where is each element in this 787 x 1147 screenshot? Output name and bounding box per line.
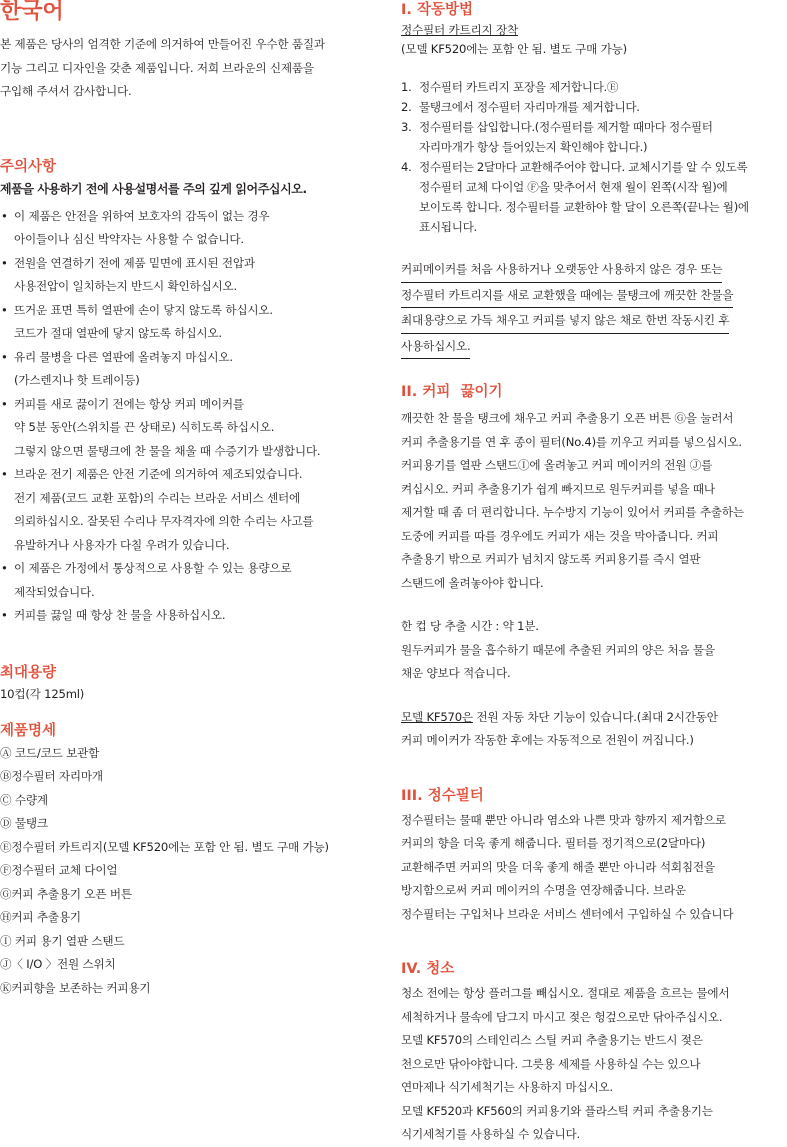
step-line: 자리마개가 항상 들어있는지 확인해야 합니다.) xyxy=(419,140,648,154)
list-item-line: 제작되었습니다. xyxy=(14,584,95,599)
water-filter-paragraph xyxy=(401,809,787,927)
paragraph-line: 깨끗한 찬 물을 탱크에 채우고 커피 추출용기 오픈 버튼 Ⓖ을 눌러서 xyxy=(401,411,734,425)
paragraph-line: 교환해주면 커피의 맛을 더욱 좋게 해줄 뿐만 아니라 석회침전을 xyxy=(401,859,715,874)
list-item: Ⓒ 수량계 xyxy=(0,792,48,807)
paragraph-line: 추출용기 밖으로 커피가 넘치지 않도록 커피용기를 즉시 열판 xyxy=(401,552,701,566)
list-item: Ⓔ정수필터 카트리지(모델 KF520에는 포함 안 됨. 별도 구매 가능) xyxy=(0,839,329,854)
intro-paragraph xyxy=(0,33,372,104)
paragraph-line: 도중에 커피를 따를 경우에도 커피가 새는 것을 막아줍니다. 커피 xyxy=(401,528,719,543)
cleaning-paragraph xyxy=(401,982,787,1147)
first-use-note xyxy=(401,257,787,359)
step-number: 2. xyxy=(401,100,412,114)
list-item: Ⓚ커피향을 보존하는 커피용기 xyxy=(0,980,151,995)
paragraph-line: 모델 KF570의 스테인리스 스틸 커피 추출용기는 반드시 젖은 xyxy=(401,1033,703,1047)
paragraph-line: 연마제나 식기세척기는 사용하지 마십시오. xyxy=(401,1080,613,1094)
list-item-line: • 커피를 새로 끓이기 전에는 항상 커피 메이커를 xyxy=(14,396,244,411)
list-item xyxy=(0,346,372,393)
water-filter-section xyxy=(401,785,787,927)
list-item-line: 의뢰하십시오. 잘못된 수리나 무자격자에 의한 수리는 사고를 xyxy=(14,514,314,528)
spec-section xyxy=(0,720,372,1001)
filter-install-subtitle: 정수필터 카트리지 장착 xyxy=(401,23,518,37)
step-line: 정수필터는 2달마다 교환해주어야 합니다. 교체시기를 알 수 있도록 xyxy=(419,160,748,174)
paragraph-line: 청소 전에는 항상 플러그를 빼십시오. 절대로 제품을 흐르는 물에서 xyxy=(401,986,730,1000)
paragraph-line: 켜십시오. 커피 추출용기가 쉽게 빠지므로 원두커피를 넣을 때나 xyxy=(401,481,715,496)
list-item: Ⓓ 물탱크 xyxy=(0,816,48,830)
list-item-line: 유발하거나 사용자가 다칠 우려가 있습니다. xyxy=(14,537,230,552)
list-item xyxy=(0,557,372,604)
list-item xyxy=(0,463,372,557)
capacity-value: 10컵(각 125ml) xyxy=(0,686,85,701)
list-item-line: 전기 제품(코드 교환 포함)의 수리는 브라운 서비스 센터에 xyxy=(14,490,301,505)
right-column xyxy=(401,0,787,1147)
step-line: 표시됩니다. xyxy=(419,220,477,234)
intro-line: 기능 그리고 디자인을 갖춘 제품입니다. 저희 브라운의 신제품을 xyxy=(0,60,314,75)
list-item xyxy=(401,77,787,97)
cleaning-section xyxy=(401,958,787,1147)
install-steps xyxy=(401,77,787,237)
list-item-line: • 커피를 끓일 때 항상 찬 물을 사용하십시오. xyxy=(14,608,226,622)
step-line: 물탱크에서 정수필터 자리마개를 제거합니다. xyxy=(419,100,640,114)
paragraph-line: 제거할 때 좀 더 편리합니다. 누수방지 기능이 있어서 커피를 추출하는 xyxy=(401,505,744,519)
step-number: 3. xyxy=(401,120,412,134)
operation-title: I. 작동방법 xyxy=(401,2,473,18)
step-line: 보이도록 합니다. 정수필터를 교환하야 할 달이 오른쪽(끝나는 월)에 xyxy=(419,200,749,214)
list-item xyxy=(0,604,372,628)
water-filter-title: III. 정수필터 xyxy=(401,787,484,804)
list-item: Ⓖ커피 추출용기 오픈 버튼 xyxy=(0,886,132,901)
paragraph-line: 모델 KF520과 KF560의 커피용기와 플라스틱 커피 추출용기는 xyxy=(401,1103,713,1118)
paragraph-line: 커피 추출용기를 연 후 종이 필터(No.4)를 끼우고 커피를 넣으십시오. xyxy=(401,434,742,449)
list-item-line: 코드가 절대 열판에 닿지 않도록 하십시오. xyxy=(14,326,222,340)
brewing-title: II. 커피 끓이기 xyxy=(401,384,503,400)
caution-section xyxy=(0,156,372,628)
list-item xyxy=(401,97,787,117)
paragraph-line xyxy=(401,706,787,730)
list-item-line: • 전원을 연결하기 전에 제품 밑면에 표시된 전압과 xyxy=(14,255,255,270)
caution-title: 주의사항 xyxy=(0,158,57,175)
paragraph-text: 전원 자동 차단 기능이 있습니다.(최대 2시간동안 xyxy=(472,709,718,724)
capacity-section xyxy=(0,662,372,704)
paragraph-line: 정수필터는 구입처나 브라운 서비스 센터에서 구입하실 수 있습니다 xyxy=(401,906,734,921)
paragraph-line: 스탠드에 올려놓아야 합니다. xyxy=(401,575,544,590)
step-line: 정수필터를 삽입합니다.(정수필터를 제거할 때마다 정수필터 xyxy=(419,120,713,134)
left-column xyxy=(0,0,372,1000)
paragraph-line: 채운 양보다 적습니다. xyxy=(401,666,511,680)
note-line: 사용하십시오. xyxy=(401,334,470,360)
list-item-line: • 유리 물병을 다른 열판에 올려놓지 마십시오. xyxy=(14,349,233,364)
list-item-line: 그렇지 않으면 물탱크에 찬 물을 채울 때 수증기가 발생합니다. xyxy=(14,443,321,458)
spec-list xyxy=(0,742,372,1001)
list-item xyxy=(0,252,372,299)
capacity-title: 최대용량 xyxy=(0,664,57,681)
step-line: 정수필터 카트리지 포장을 제거합니다.Ⓔ xyxy=(419,80,619,94)
list-item-line: • 뜨거운 표면 특히 열판에 손이 닿지 않도록 하십시오. xyxy=(14,302,273,317)
note-line: 정수필터 카트리지를 새로 교환했을 때에는 물탱크에 깨끗한 찬물을 xyxy=(401,283,733,309)
step-number: 1. xyxy=(401,80,412,94)
list-item xyxy=(401,157,787,237)
list-item-line: (가스렌지나 핫 트레이등) xyxy=(14,373,140,387)
caution-list xyxy=(0,205,372,628)
list-item: Ⓘ 커피 용기 열판 스탠드 xyxy=(0,933,125,948)
note-line: 최대용량으로 가득 채우고 커피를 넣지 않은 채로 한번 작동시킨 후 xyxy=(401,308,729,334)
list-item-line: 아이들이나 심신 박약자는 사용할 수 없습니다. xyxy=(14,232,244,246)
list-item xyxy=(401,117,787,157)
note-line: 커피메이커를 처음 사용하거나 오랫동안 사용하지 않은 경우 또는 xyxy=(401,257,722,283)
cleaning-title: IV. 청소 xyxy=(401,961,455,977)
language-title: 한국어 xyxy=(0,0,64,24)
spec-title: 제품명세 xyxy=(0,722,57,739)
step-line: 정수필터 교체 다이얼 Ⓕ을 맞추어서 현재 월이 왼쪽(시작 월)에 xyxy=(419,180,728,194)
filter-install-note: (모델 KF520에는 포함 안 됨. 별도 구매 가능) xyxy=(401,42,627,56)
list-item-line: 사용전압이 일치하는지 반드시 확인하십시오. xyxy=(14,279,237,293)
caution-subtitle: 제품을 사용하기 전에 사용설명서를 주의 깊게 읽어주십시오. xyxy=(0,181,307,196)
paragraph-line: 방지함으로써 커피 메이커의 수명을 연장해줍니다. 브라운 xyxy=(401,883,686,897)
extraction-time-paragraph xyxy=(401,615,787,686)
model-name: 모델 KF570은 xyxy=(401,709,473,724)
step-number: 4. xyxy=(401,160,412,174)
paragraph-line: 커피의 향을 더욱 좋게 해줍니다. 필터를 정기적으로(2달마다) xyxy=(401,836,706,850)
list-item: Ⓕ정수필터 교체 다이얼 xyxy=(0,863,118,877)
list-item xyxy=(0,205,372,252)
paragraph-line: 커피용기를 열판 스탠드Ⓘ에 올려놓고 커피 메이커의 전원 Ⓙ를 xyxy=(401,458,713,472)
paragraph-line: 한 컵 당 추출 시간 : 약 1분. xyxy=(401,619,539,633)
paragraph-line: 정수필터는 물때 뿐만 아니라 염소와 나쁜 맛과 향까지 제거함으로 xyxy=(401,812,726,827)
paragraph-line: 커피 메이커가 작동한 후에는 자동적으로 전원이 꺼집니다.) xyxy=(401,733,694,747)
list-item xyxy=(0,393,372,464)
operation-section xyxy=(401,0,787,359)
list-item: Ⓙ〈 I/O 〉전원 스위치 xyxy=(0,957,116,971)
list-item-line: • 브라운 전기 제품은 안전 기준에 의거하여 제조되었습니다. xyxy=(14,467,303,481)
list-item: Ⓑ정수필터 자리마개 xyxy=(0,769,103,783)
paragraph-line: 원두커피가 물을 흡수하기 때문에 추출된 커피의 양은 처음 물을 xyxy=(401,642,715,657)
list-item: Ⓗ커피 추출용기 xyxy=(0,910,81,924)
paragraph-line: 식기세척기를 사용하실 수 있습니다. xyxy=(401,1127,580,1141)
list-item: Ⓐ 코드/코드 보관함 xyxy=(0,745,100,760)
intro-line: 본 제품은 당사의 엄격한 기준에 의거하여 만들어진 우수한 품질과 xyxy=(0,37,325,51)
list-item-line: 약 5분 동안(스위치를 끈 상태로) 식히도록 하십시오. xyxy=(14,420,275,434)
paragraph-line: 세척하거나 물속에 담그지 마시고 젖은 헝겊으로만 닦아주십시오. xyxy=(401,1009,723,1024)
intro-line: 구입해 주셔서 감사합니다. xyxy=(0,84,132,98)
auto-off-paragraph xyxy=(401,706,787,753)
list-item xyxy=(0,299,372,346)
brewing-paragraph xyxy=(401,407,787,595)
list-item-line: • 이 제품은 안전을 위하여 보호자의 감독이 없는 경우 xyxy=(14,208,270,223)
brewing-section xyxy=(401,381,787,753)
paragraph-line: 천으로만 닦아야합니다. 그릇용 세제를 사용하실 수는 있으나 xyxy=(401,1056,701,1071)
list-item-line: • 이 제품은 가정에서 통상적으로 사용할 수 있는 용량으로 xyxy=(14,561,292,575)
